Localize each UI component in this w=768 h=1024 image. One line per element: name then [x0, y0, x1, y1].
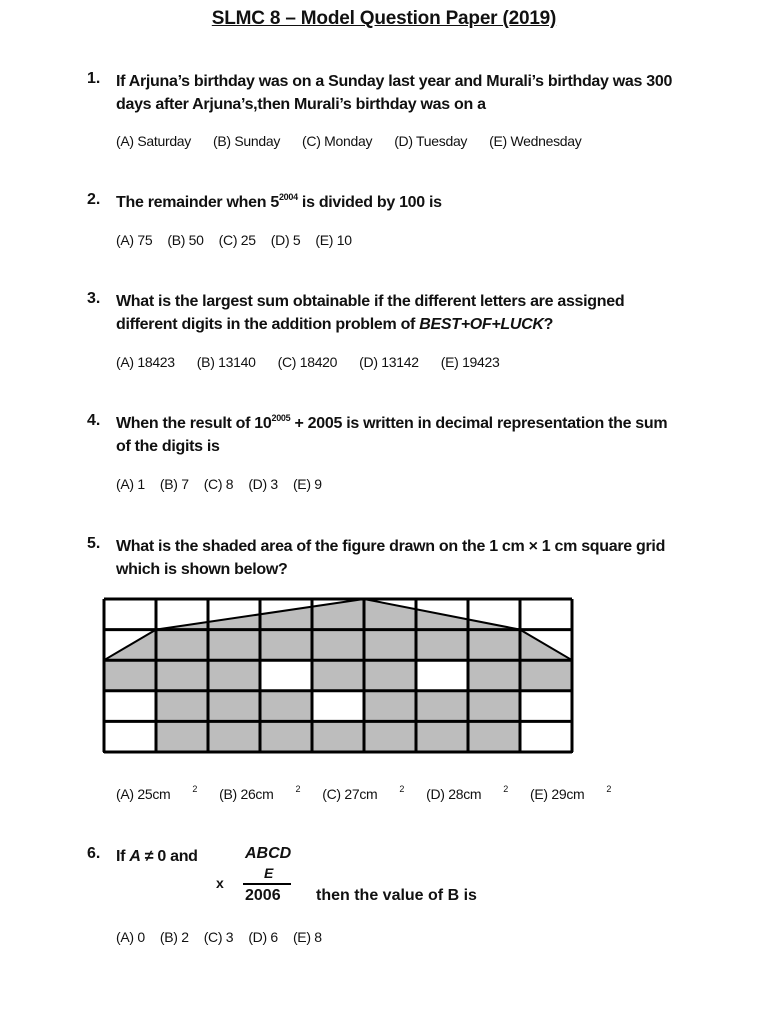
question-5	[87, 535, 687, 585]
grid-cell	[208, 660, 260, 691]
option-c[interactable]: (C) Monday	[302, 133, 373, 149]
option-b[interactable]: (B) Sunday	[213, 133, 281, 149]
grid-cell	[520, 660, 572, 691]
option-c[interactable]: (C) 8	[203, 476, 234, 492]
grid-cell	[104, 691, 156, 722]
grid-cell	[260, 660, 312, 691]
option-b[interactable]: (B) 50	[167, 232, 204, 248]
option-c[interactable]: (C) 18420	[277, 354, 338, 370]
grid-cell	[416, 691, 468, 722]
exponent: 2005	[271, 413, 291, 423]
options-q5	[116, 786, 633, 802]
grid-cell	[520, 691, 572, 722]
option-a[interactable]: (A) 0	[116, 929, 145, 945]
option-d[interactable]: (D) 6	[248, 929, 278, 945]
option-c[interactable]: (C) 25	[218, 232, 256, 248]
options-q2	[116, 232, 367, 248]
option-e[interactable]: (E) 29cm $^2$	[530, 784, 612, 802]
grid-cell	[104, 721, 156, 752]
option-a[interactable]: (A) 18423	[116, 354, 175, 370]
times-sign: x	[216, 875, 224, 891]
options-q4	[116, 476, 337, 492]
option-e[interactable]: (E) 19423	[440, 354, 500, 370]
grid-cell	[468, 660, 520, 691]
grid-cell	[156, 721, 208, 752]
grid-cell	[312, 691, 364, 722]
grid-cell	[364, 691, 416, 722]
multiplier: E	[264, 865, 274, 881]
grid-cell	[260, 721, 312, 752]
option-b[interactable]: (B) 26cm $^2$	[219, 784, 301, 802]
question-text: When the result of $10^{2005} + 2005$ is written in decimal representation the sum of the digits is	[116, 413, 668, 455]
grid-cell	[312, 721, 364, 752]
option-a[interactable]: (A) 75	[116, 232, 153, 248]
shaded-grid-figure	[100, 596, 576, 756]
question-3	[87, 290, 687, 340]
exponent: 2004	[278, 192, 298, 202]
question-tail: then the value of B is	[316, 887, 477, 904]
grid-cell	[208, 691, 260, 722]
grid-cell	[104, 660, 156, 691]
grid-cell	[156, 660, 208, 691]
grid-cell	[520, 721, 572, 752]
option-a[interactable]: (A) 25cm $^2$	[116, 784, 198, 802]
question-text: If Arjuna’s birthday was on a Sunday last year and Murali’s birthday was 300 days after Arjuna’s,then Murali’s birthday was on a	[116, 73, 673, 113]
grid-cell	[208, 721, 260, 752]
question-number: 3.	[87, 290, 101, 307]
page-title: SLMC 8 – Model Question Paper (2019)	[211, 8, 557, 29]
fraction-bar	[243, 883, 291, 885]
question-text: What is the shaded area of the figure drawn on the 1 cm × 1 cm square grid which is shown below?	[116, 538, 666, 578]
grid-cell	[416, 660, 468, 691]
question-4	[87, 412, 687, 462]
option-d[interactable]: (D) 5	[270, 232, 301, 248]
question-text: The remainder when $5^{2004}$ is divided by 100 is	[116, 192, 442, 211]
question-2	[87, 191, 687, 217]
grid-cell	[468, 691, 520, 722]
question-number: 2.	[87, 191, 101, 208]
option-d[interactable]: (D) 13142	[359, 354, 419, 370]
question-6	[87, 845, 687, 871]
option-e[interactable]: (E) 10	[315, 232, 352, 248]
grid-cell	[156, 691, 208, 722]
option-b[interactable]: (B) 13140	[196, 354, 256, 370]
question-number: 6.	[87, 845, 101, 862]
question-number: 4.	[87, 412, 101, 429]
option-c[interactable]: (C) 27cm $^2$	[322, 784, 405, 802]
question-1	[87, 70, 687, 120]
grid-cell	[312, 660, 364, 691]
option-b[interactable]: (B) 7	[159, 476, 189, 492]
grid-cell	[468, 721, 520, 752]
numerator: ABCD	[245, 845, 292, 862]
option-b[interactable]: (B) 2	[159, 929, 189, 945]
grid-cell	[364, 721, 416, 752]
option-a[interactable]: (A) Saturday	[116, 133, 191, 149]
question-text: If A ≠ 0 and	[116, 848, 198, 865]
grid-cell	[260, 691, 312, 722]
option-a[interactable]: (A) 1	[116, 476, 145, 492]
option-d[interactable]: (D) 28cm $^2$	[426, 784, 508, 802]
option-d[interactable]: (D) 3	[248, 476, 278, 492]
option-e[interactable]: (E) 9	[292, 476, 322, 492]
option-d[interactable]: (D) Tuesday	[394, 133, 468, 149]
question-number: 1.	[87, 70, 101, 87]
denominator: 2006	[245, 887, 281, 904]
options-q6	[116, 929, 337, 945]
options-q3	[116, 354, 522, 370]
option-e[interactable]: (E) 8	[292, 929, 322, 945]
options-q1	[116, 133, 603, 149]
option-c[interactable]: (C) 3	[203, 929, 234, 945]
question-number: 5.	[87, 535, 101, 552]
question-text: What is the largest sum obtainable if the different letters are assigned different digits in the addition problem of BEST+OF+LUCK?	[116, 293, 625, 333]
grid-cell	[416, 721, 468, 752]
option-e[interactable]: (E) Wednesday	[489, 133, 582, 149]
grid-cell	[364, 660, 416, 691]
